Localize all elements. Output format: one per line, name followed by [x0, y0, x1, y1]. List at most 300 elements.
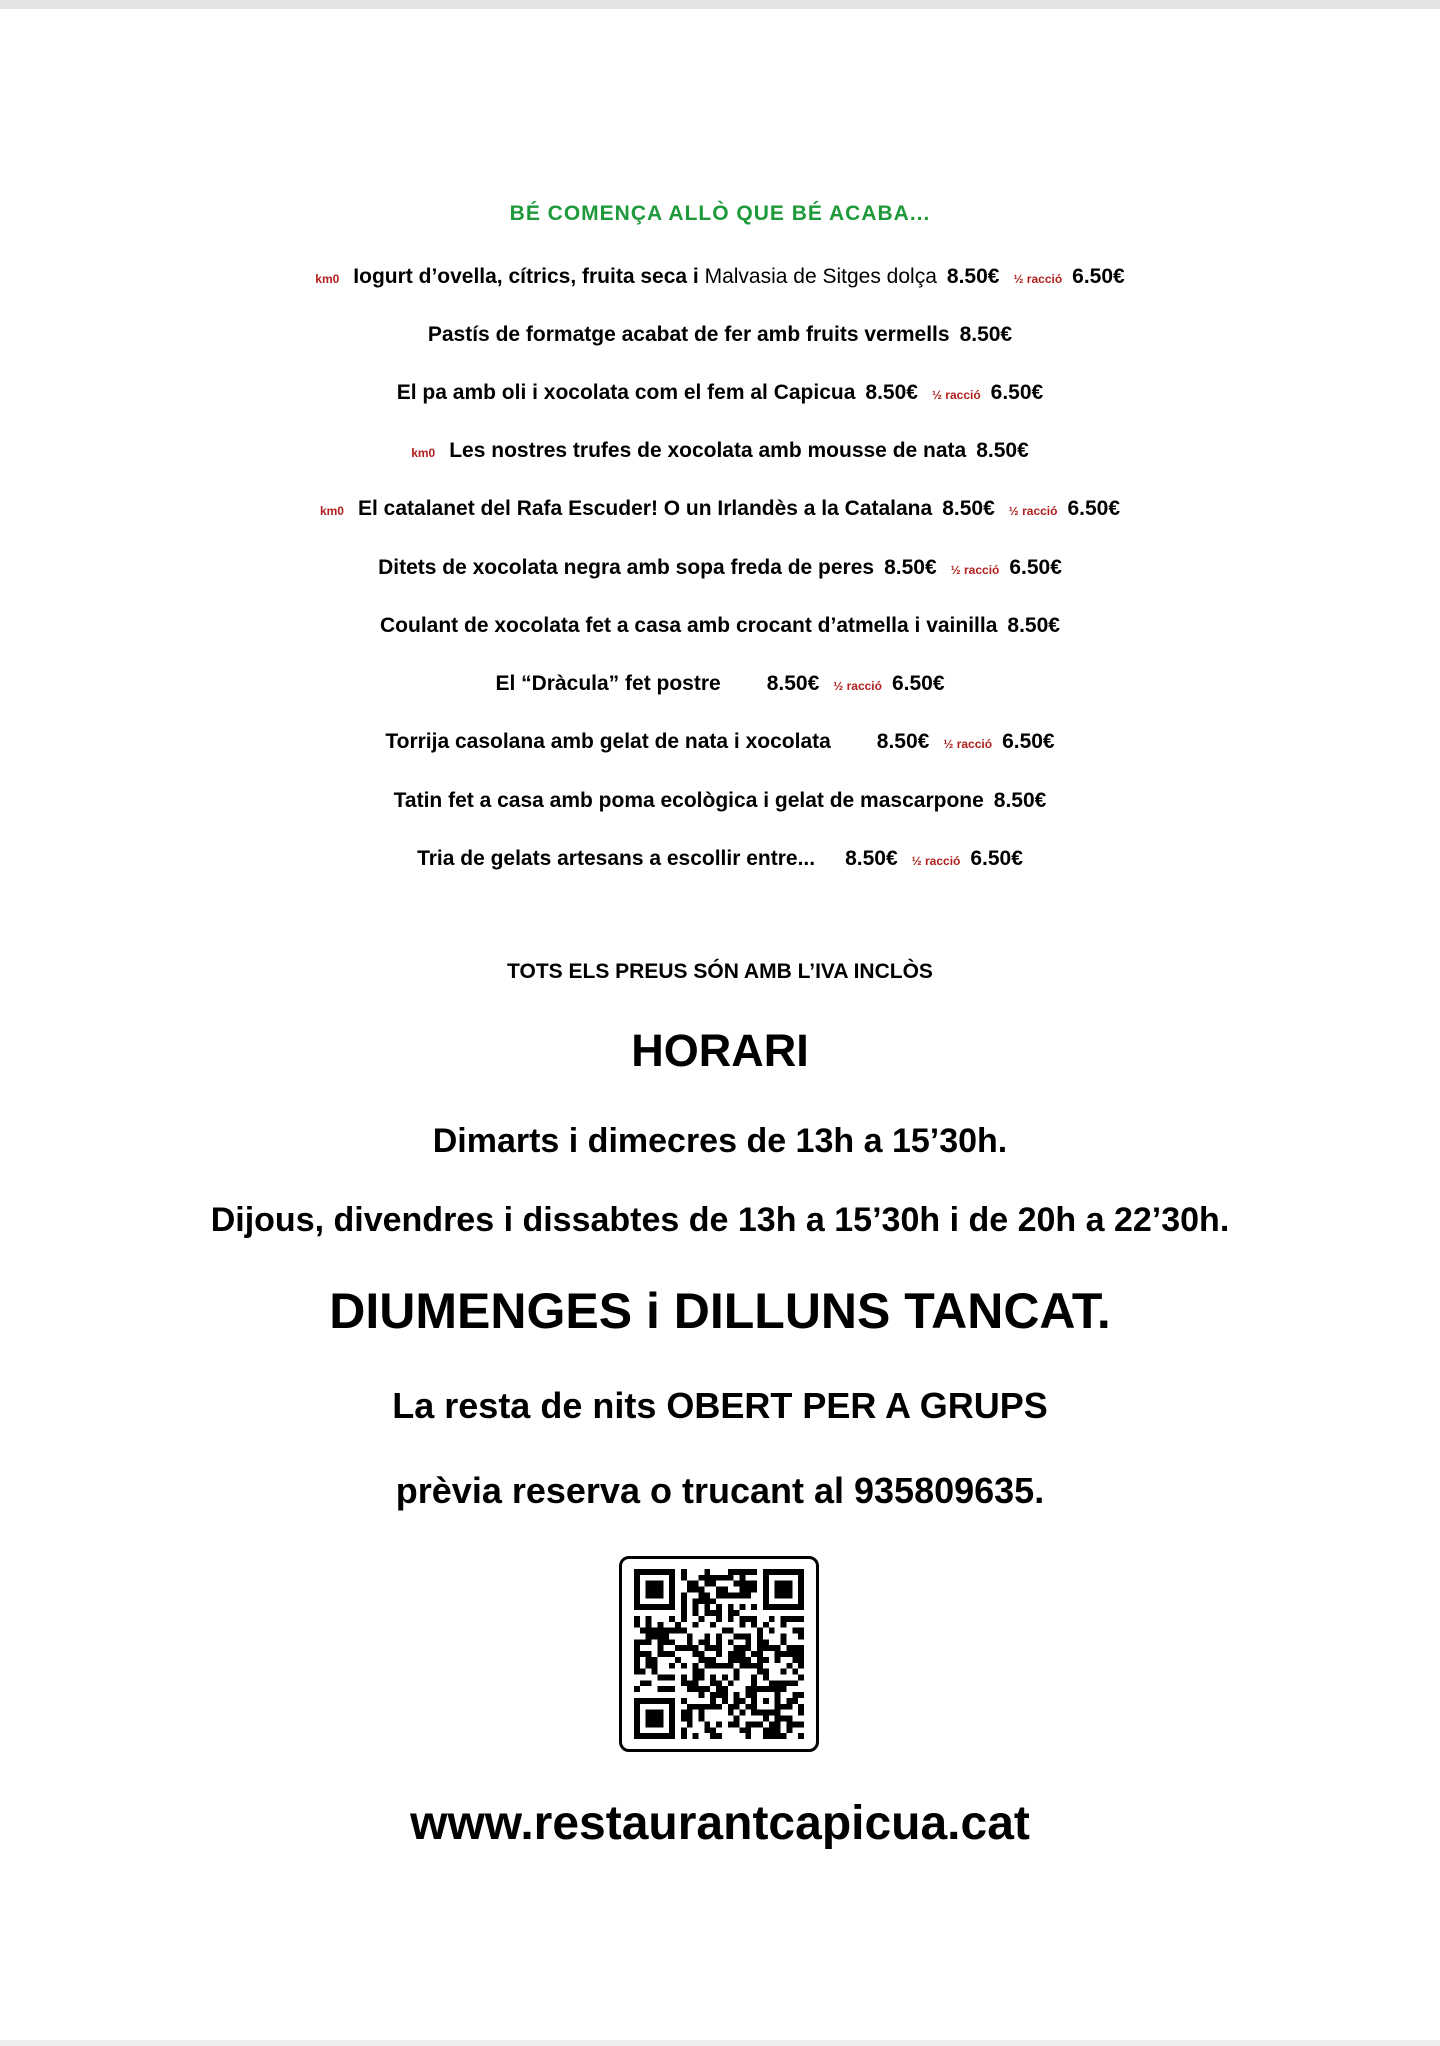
qr-module	[693, 1663, 699, 1669]
dessert-price: 8.50€	[876, 730, 930, 753]
qr-module	[687, 1704, 693, 1710]
qr-module	[681, 1575, 687, 1581]
qr-module	[786, 1680, 792, 1686]
qr-module	[763, 1733, 769, 1739]
dessert-name: Ditets de xocolata negra amb sopa freda de peres	[378, 556, 875, 579]
qr-module	[669, 1628, 675, 1634]
half-portion-price: 6.50€	[1002, 730, 1055, 753]
qr-module	[710, 1663, 716, 1669]
dessert-item	[0, 494, 1440, 524]
qr-module	[634, 1616, 640, 1622]
qr-module	[657, 1675, 663, 1681]
qr-module	[634, 1686, 640, 1692]
qr-module	[716, 1686, 722, 1692]
qr-module	[792, 1692, 798, 1698]
half-portion-price: 6.50€	[891, 672, 945, 695]
qr-module	[763, 1622, 769, 1628]
qr-module	[728, 1628, 734, 1634]
km0-badge: km0	[319, 504, 344, 518]
qr-module	[751, 1663, 757, 1669]
qr-module	[781, 1733, 787, 1739]
qr-module	[640, 1639, 646, 1645]
qr-module	[763, 1645, 769, 1651]
qr-module	[704, 1581, 710, 1587]
qr-module	[734, 1716, 740, 1722]
qr-module	[775, 1651, 781, 1657]
qr-module	[763, 1727, 769, 1733]
qr-module	[716, 1680, 722, 1686]
qr-module	[693, 1651, 699, 1657]
qr-module	[769, 1733, 775, 1739]
half-portion-price: 6.50€	[990, 381, 1044, 404]
qr-module	[693, 1610, 699, 1616]
qr-module	[704, 1721, 710, 1727]
qr-module	[745, 1587, 751, 1593]
qr-module	[710, 1698, 716, 1704]
qr-module	[640, 1669, 646, 1675]
dessert-name-detail: Malvasia de Sitges dolça	[698, 265, 937, 288]
qr-module	[646, 1710, 664, 1728]
qr-module	[687, 1716, 693, 1722]
qr-module	[728, 1651, 734, 1657]
qr-module	[775, 1733, 781, 1739]
qr-module	[757, 1663, 763, 1669]
qr-module	[681, 1710, 687, 1716]
qr-module	[640, 1651, 646, 1657]
qr-module	[798, 1675, 804, 1681]
dessert-price: 8.50€	[1007, 614, 1060, 637]
qr-module	[634, 1622, 640, 1628]
qr-module	[728, 1710, 734, 1716]
qr-module	[687, 1680, 693, 1686]
qr-module	[781, 1616, 787, 1622]
dessert-price: 8.50€	[865, 381, 918, 404]
qr-module	[728, 1663, 734, 1669]
qr-module	[669, 1675, 675, 1681]
qr-module	[646, 1581, 664, 1599]
qr-module	[710, 1704, 716, 1710]
qr-module	[757, 1633, 763, 1639]
qr-module	[687, 1587, 693, 1593]
qr-module	[740, 1663, 746, 1669]
qr-module	[687, 1639, 693, 1645]
qr-module	[775, 1727, 781, 1733]
qr-module	[681, 1733, 687, 1739]
qr-module	[786, 1721, 792, 1727]
qr-module	[734, 1569, 740, 1575]
dessert-item	[0, 727, 1440, 757]
qr-module	[687, 1645, 693, 1651]
qr-module	[775, 1721, 781, 1727]
qr-module	[740, 1581, 746, 1587]
qr-module	[716, 1633, 722, 1639]
qr-module	[798, 1663, 804, 1669]
qr-module	[751, 1581, 757, 1587]
qr-module	[769, 1680, 775, 1686]
qr-module	[704, 1727, 710, 1733]
qr-module	[781, 1680, 787, 1686]
qr-module	[716, 1604, 722, 1610]
dessert-price: 8.50€	[766, 672, 820, 695]
website-link[interactable]: www.restaurantcapicua.cat	[410, 1797, 1030, 1850]
qr-module	[710, 1692, 716, 1698]
bottom-border	[0, 2040, 1440, 2046]
qr-module	[716, 1663, 722, 1669]
dessert-name: El pa amb oli i xocolata com el fem al Capicua	[396, 381, 856, 404]
qr-module	[734, 1645, 740, 1651]
qr-module	[704, 1592, 710, 1598]
qr-module	[751, 1616, 757, 1622]
qr-module	[722, 1686, 728, 1692]
qr-module	[792, 1645, 798, 1651]
half-portion-label: ½ racció	[833, 679, 882, 693]
qr-module	[687, 1633, 693, 1639]
qr-module	[751, 1622, 757, 1628]
qr-module	[681, 1698, 687, 1704]
qr-module	[652, 1657, 658, 1663]
qr-module	[757, 1628, 763, 1634]
qr-module	[663, 1686, 669, 1692]
qr-module	[734, 1651, 740, 1657]
qr-module	[657, 1645, 663, 1651]
qr-module	[775, 1645, 781, 1651]
qr-module	[634, 1669, 640, 1675]
qr-module	[728, 1616, 734, 1622]
qr-module	[722, 1628, 728, 1634]
qr-module	[646, 1657, 652, 1663]
qr-module	[687, 1581, 693, 1587]
qr-module	[704, 1569, 710, 1575]
dessert-price: 8.50€	[946, 265, 1000, 288]
qr-module	[716, 1721, 722, 1727]
qr-module	[634, 1639, 640, 1645]
qr-module	[740, 1592, 746, 1598]
qr-module	[698, 1575, 704, 1581]
desserts-heading: BÉ COMENÇA ALLÒ QUE BÉ ACABA...	[509, 202, 931, 225]
qr-module	[704, 1686, 710, 1692]
qr-module	[634, 1657, 640, 1663]
qr-module	[646, 1680, 652, 1686]
qr-module	[745, 1592, 751, 1598]
qr-module	[792, 1698, 798, 1704]
qr-module	[652, 1633, 658, 1639]
qr-module	[704, 1657, 710, 1663]
qr-module	[769, 1721, 775, 1727]
qr-module	[681, 1598, 687, 1604]
closed-days-notice: DIUMENGES i DILLUNS TANCAT.	[329, 1283, 1111, 1339]
qr-module	[792, 1721, 798, 1727]
qr-module	[681, 1628, 687, 1634]
qr-module	[646, 1622, 652, 1628]
dessert-price: 8.50€	[976, 439, 1029, 462]
qr-module	[740, 1633, 746, 1639]
dessert-name: Tria de gelats artesans a escollir entre...	[417, 847, 816, 870]
qr-module	[687, 1686, 693, 1692]
qr-module	[745, 1645, 751, 1651]
qr-module	[669, 1686, 675, 1692]
qr-module	[786, 1616, 792, 1622]
qr-module	[734, 1698, 740, 1704]
qr-module	[698, 1716, 704, 1722]
qr-module	[687, 1721, 693, 1727]
qr-module	[675, 1657, 681, 1663]
qr-module	[728, 1639, 734, 1645]
half-portion-price: 6.50€	[1067, 497, 1121, 520]
qr-module	[710, 1622, 716, 1628]
schedule-weekday-hours: Dimarts i dimecres de 13h a 15’30h.	[432, 1122, 1008, 1160]
qr-module	[669, 1639, 675, 1645]
qr-module	[681, 1616, 687, 1622]
qr-code[interactable]	[619, 1556, 819, 1752]
qr-module	[751, 1675, 757, 1681]
qr-module	[704, 1604, 710, 1610]
qr-module	[722, 1675, 728, 1681]
qr-module	[728, 1657, 734, 1663]
qr-module	[681, 1645, 687, 1651]
qr-module	[786, 1663, 792, 1669]
dessert-name: Coulant de xocolata fet a casa amb crocant d’atmella i vainilla	[380, 614, 998, 637]
qr-module	[740, 1651, 746, 1657]
qr-module	[792, 1628, 798, 1634]
qr-module	[698, 1657, 704, 1663]
qr-module	[751, 1721, 757, 1727]
qr-module	[740, 1622, 746, 1628]
qr-module	[792, 1616, 798, 1622]
qr-module	[798, 1651, 804, 1657]
qr-module	[740, 1575, 746, 1581]
qr-module	[734, 1633, 740, 1639]
qr-module	[710, 1657, 716, 1663]
dessert-price: 8.50€	[845, 847, 898, 870]
qr-module	[716, 1692, 722, 1698]
qr-module	[745, 1663, 751, 1669]
qr-module	[757, 1645, 763, 1651]
half-portion-price: 6.50€	[970, 847, 1023, 870]
qr-module	[798, 1721, 804, 1727]
qr-module	[716, 1645, 722, 1651]
qr-module	[781, 1669, 787, 1675]
km0-badge: km0	[411, 446, 436, 460]
qr-module	[710, 1581, 716, 1587]
qr-module	[646, 1616, 652, 1622]
qr-module	[698, 1639, 704, 1645]
qr-module	[634, 1651, 640, 1657]
qr-module	[757, 1721, 763, 1727]
qr-module	[657, 1622, 663, 1628]
qr-module	[716, 1651, 722, 1657]
qr-module	[745, 1692, 751, 1698]
qr-module	[745, 1581, 751, 1587]
qr-module	[763, 1716, 769, 1722]
qr-module	[698, 1692, 704, 1698]
qr-module	[734, 1657, 740, 1663]
qr-module	[740, 1727, 746, 1733]
qr-module	[728, 1604, 734, 1610]
qr-module	[646, 1628, 652, 1634]
qr-module	[681, 1592, 687, 1598]
qr-module	[757, 1651, 763, 1657]
qr-module	[763, 1675, 769, 1681]
qr-module	[786, 1727, 792, 1733]
qr-module	[687, 1710, 693, 1716]
qr-module	[710, 1680, 716, 1686]
qr-module	[716, 1639, 722, 1645]
groups-notice: La resta de nits OBERT PER A GRUPS	[392, 1385, 1048, 1426]
qr-module	[786, 1645, 792, 1651]
half-portion-price: 6.50€	[1072, 265, 1125, 288]
qr-module	[798, 1645, 804, 1651]
qr-module	[657, 1639, 663, 1645]
qr-module	[663, 1628, 669, 1634]
qr-module	[698, 1686, 704, 1692]
qr-module	[792, 1651, 798, 1657]
qr-module	[745, 1686, 751, 1692]
qr-module	[734, 1592, 740, 1598]
qr-module	[769, 1727, 775, 1733]
qr-module	[704, 1645, 710, 1651]
qr-module	[798, 1633, 804, 1639]
qr-module	[734, 1692, 740, 1698]
qr-module	[798, 1692, 804, 1698]
qr-module	[693, 1733, 699, 1739]
qr-module	[745, 1569, 751, 1575]
qr-module	[740, 1587, 746, 1593]
qr-module	[693, 1645, 699, 1651]
qr-module	[698, 1598, 704, 1604]
dessert-item	[0, 436, 1440, 466]
qr-module	[781, 1633, 787, 1639]
qr-module	[745, 1733, 751, 1739]
qr-module	[763, 1698, 769, 1704]
dessert-name: Iogurt d’ovella, cítrics, fruita seca i	[353, 265, 699, 288]
qr-module	[781, 1639, 787, 1645]
qr-module	[734, 1704, 740, 1710]
qr-module	[693, 1598, 699, 1604]
qr-module	[693, 1622, 699, 1628]
half-portion-label: ½ racció	[1013, 272, 1063, 286]
qr-module	[716, 1616, 722, 1622]
qr-module	[681, 1604, 687, 1610]
qr-module	[781, 1686, 787, 1692]
dessert-name: Torrija casolana amb gelat de nata i xocolata	[385, 730, 831, 753]
half-portion-label: ½ racció	[1008, 504, 1058, 518]
qr-module	[734, 1669, 740, 1675]
qr-module	[769, 1628, 775, 1634]
qr-module	[798, 1657, 804, 1663]
qr-module	[698, 1651, 704, 1657]
qr-module	[634, 1663, 640, 1669]
half-portion-label: ½ racció	[931, 388, 981, 402]
qr-module	[693, 1604, 699, 1610]
qr-module	[657, 1686, 663, 1692]
qr-module	[781, 1622, 787, 1628]
qr-module	[792, 1669, 798, 1675]
qr-module	[722, 1698, 728, 1704]
qr-module	[634, 1645, 640, 1651]
qr-module	[740, 1698, 746, 1704]
qr-module	[728, 1575, 734, 1581]
dessert-price: 8.50€	[993, 789, 1047, 812]
qr-module	[751, 1604, 757, 1610]
dessert-price: 8.50€	[942, 497, 995, 520]
qr-module	[646, 1651, 652, 1657]
qr-module	[740, 1645, 746, 1651]
dessert-item	[0, 669, 1440, 699]
qr-module	[704, 1610, 710, 1616]
qr-module	[728, 1721, 734, 1727]
qr-module	[728, 1592, 734, 1598]
reservation-notice: prèvia reserva o trucant al 935809635.	[395, 1470, 1045, 1511]
qr-module	[751, 1680, 757, 1686]
qr-module	[681, 1680, 687, 1686]
qr-module	[798, 1733, 804, 1739]
dessert-name: El “Dràcula” fet postre	[495, 672, 721, 695]
qr-module	[751, 1651, 757, 1657]
qr-module	[693, 1675, 699, 1681]
dessert-item	[0, 611, 1440, 641]
qr-module	[640, 1680, 646, 1686]
dessert-name: Les nostres trufes de xocolata amb mousse de nata	[449, 439, 967, 462]
qr-module	[704, 1704, 710, 1710]
qr-module	[769, 1616, 775, 1622]
dessert-name: El catalanet del Rafa Escuder! O un Irlandès a la Catalana	[357, 497, 933, 520]
half-portion-label: ½ racció	[950, 563, 1000, 577]
qr-module	[669, 1616, 675, 1622]
qr-module	[698, 1710, 704, 1716]
qr-module	[716, 1704, 722, 1710]
qr-module	[716, 1575, 722, 1581]
qr-module	[728, 1569, 734, 1575]
qr-module	[698, 1675, 704, 1681]
qr-module	[710, 1575, 716, 1581]
qr-module	[698, 1587, 704, 1593]
qr-module	[681, 1610, 687, 1616]
qr-module	[652, 1669, 658, 1675]
qr-module	[798, 1710, 804, 1716]
qr-module	[786, 1651, 792, 1657]
half-portion-label: ½ racció	[911, 854, 961, 868]
qr-module	[663, 1651, 669, 1657]
qr-module	[740, 1710, 746, 1716]
qr-module	[681, 1663, 687, 1669]
qr-module	[740, 1616, 746, 1622]
qr-module	[769, 1645, 775, 1651]
qr-code-icon	[632, 1569, 806, 1739]
qr-module	[710, 1733, 716, 1739]
qr-module	[763, 1657, 769, 1663]
schedule-weekend-hours: Dijous, divendres i dissabtes de 13h a 15’30h i de 20h a 22’30h.	[210, 1201, 1230, 1239]
qr-module	[652, 1663, 658, 1669]
qr-module	[781, 1704, 787, 1710]
qr-module	[740, 1657, 746, 1663]
qr-module	[663, 1633, 669, 1639]
qr-module	[734, 1721, 740, 1727]
dessert-price: 8.50€	[884, 556, 937, 579]
dessert-price: 8.50€	[959, 323, 1013, 346]
qr-module	[681, 1569, 687, 1575]
qr-module	[781, 1651, 787, 1657]
qr-module	[798, 1616, 804, 1622]
qr-module	[798, 1628, 804, 1634]
qr-module	[745, 1657, 751, 1663]
dessert-item	[0, 320, 1440, 350]
qr-module	[745, 1639, 751, 1645]
qr-module	[710, 1645, 716, 1651]
qr-module	[657, 1651, 663, 1657]
qr-module	[669, 1663, 675, 1669]
qr-module	[786, 1704, 792, 1710]
qr-module	[792, 1680, 798, 1686]
